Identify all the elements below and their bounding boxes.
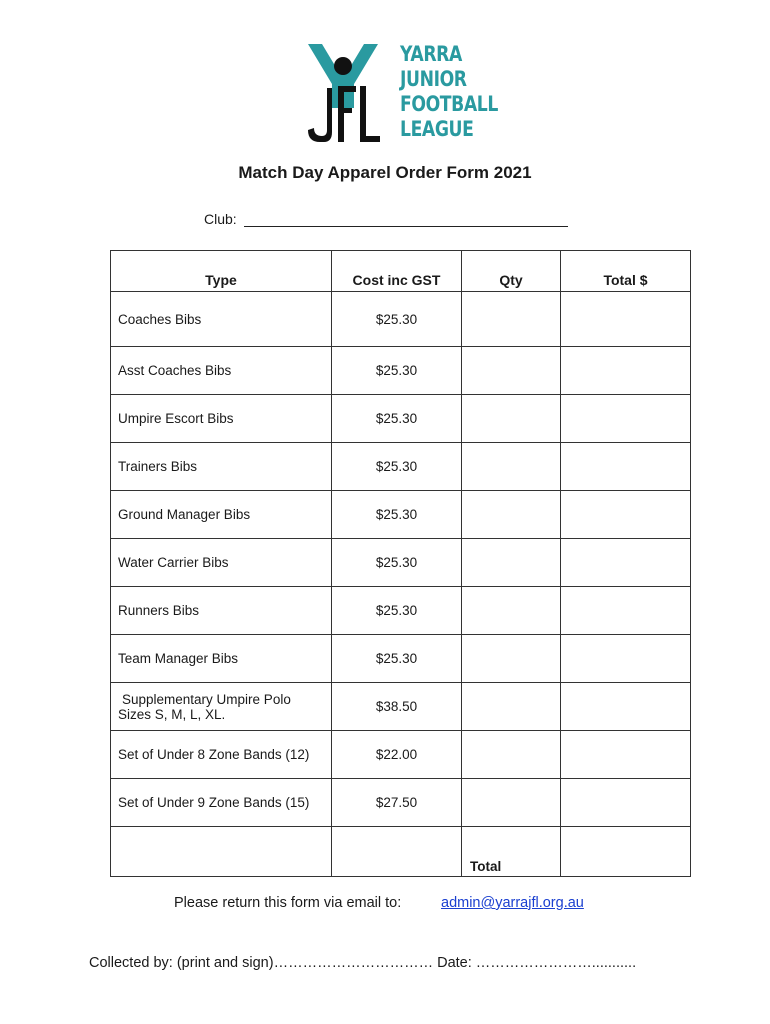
item-type: Water Carrier Bibs	[111, 539, 332, 587]
page-title: Match Day Apparel Order Form 2021	[238, 163, 532, 182]
order-table	[110, 250, 691, 877]
grand-total-cell[interactable]	[561, 827, 691, 877]
header-cost: Cost inc GST	[332, 251, 462, 292]
item-cost: $25.30	[332, 587, 462, 635]
qty-cell[interactable]	[462, 395, 561, 443]
item-type	[111, 683, 332, 731]
table-row	[111, 491, 691, 539]
collected-by-line[interactable]: Collected by: (print and sign)…………………………… Date: ……………………...........	[89, 955, 637, 971]
total-cell[interactable]	[561, 539, 691, 587]
item-type: Team Manager Bibs	[111, 635, 332, 683]
item-type: Ground Manager Bibs	[111, 491, 332, 539]
total-cell[interactable]	[561, 292, 691, 347]
item-type-line2: Sizes S, M, L, XL.	[118, 706, 226, 722]
table-row	[111, 779, 691, 827]
table-row	[111, 292, 691, 347]
club-label: Club:	[204, 211, 237, 227]
item-type: Coaches Bibs	[111, 292, 332, 347]
table-header-row	[111, 251, 691, 292]
header-type: Type	[111, 251, 332, 292]
item-cost: $25.30	[332, 491, 462, 539]
item-cost: $25.30	[332, 347, 462, 395]
qty-cell[interactable]	[462, 731, 561, 779]
qty-cell[interactable]	[462, 587, 561, 635]
total-cell[interactable]	[561, 347, 691, 395]
total-cell[interactable]	[561, 731, 691, 779]
item-type: Umpire Escort Bibs	[111, 395, 332, 443]
header-total: Total $	[561, 251, 691, 292]
table-row	[111, 635, 691, 683]
item-type: Asst Coaches Bibs	[111, 347, 332, 395]
table-row	[111, 395, 691, 443]
item-type: Trainers Bibs	[111, 443, 332, 491]
header-qty: Qty	[462, 251, 561, 292]
qty-cell[interactable]	[462, 635, 561, 683]
table-row	[111, 683, 691, 731]
total-row	[111, 827, 691, 877]
item-cost: $25.30	[332, 539, 462, 587]
item-cost: $25.30	[332, 395, 462, 443]
item-type: Set of Under 8 Zone Bands (12)	[111, 731, 332, 779]
qty-cell[interactable]	[462, 491, 561, 539]
item-cost: $25.30	[332, 443, 462, 491]
qty-cell[interactable]	[462, 443, 561, 491]
total-label: Total	[462, 827, 561, 877]
item-cost: $22.00	[332, 731, 462, 779]
qty-cell[interactable]	[462, 779, 561, 827]
return-instruction: Please return this form via email to:	[174, 895, 402, 911]
total-cell[interactable]	[561, 491, 691, 539]
total-cell[interactable]	[561, 683, 691, 731]
table-row	[111, 539, 691, 587]
league-name: YARRA JUNIOR FOOTBALL LEAGUE	[400, 42, 498, 141]
item-cost: $25.30	[332, 635, 462, 683]
email-link[interactable]: admin@yarrajfl.org.au	[441, 895, 584, 911]
empty-cell	[332, 827, 462, 877]
club-field[interactable]	[244, 226, 568, 227]
qty-cell[interactable]	[462, 292, 561, 347]
qty-cell[interactable]	[462, 539, 561, 587]
item-type-line1: Supplementary Umpire Polo	[122, 691, 291, 707]
table-row	[111, 587, 691, 635]
total-cell[interactable]	[561, 635, 691, 683]
table-row	[111, 731, 691, 779]
table-row	[111, 347, 691, 395]
total-cell[interactable]	[561, 443, 691, 491]
qty-cell[interactable]	[462, 683, 561, 731]
empty-cell	[111, 827, 332, 877]
league-logo	[300, 38, 498, 144]
jfl-figure-icon	[300, 38, 400, 144]
item-cost: $27.50	[332, 779, 462, 827]
total-cell[interactable]	[561, 779, 691, 827]
table-row	[111, 443, 691, 491]
item-cost: $38.50	[332, 683, 462, 731]
item-cost: $25.30	[332, 292, 462, 347]
total-cell[interactable]	[561, 587, 691, 635]
item-type: Runners Bibs	[111, 587, 332, 635]
total-cell[interactable]	[561, 395, 691, 443]
item-type: Set of Under 9 Zone Bands (15)	[111, 779, 332, 827]
qty-cell[interactable]	[462, 347, 561, 395]
